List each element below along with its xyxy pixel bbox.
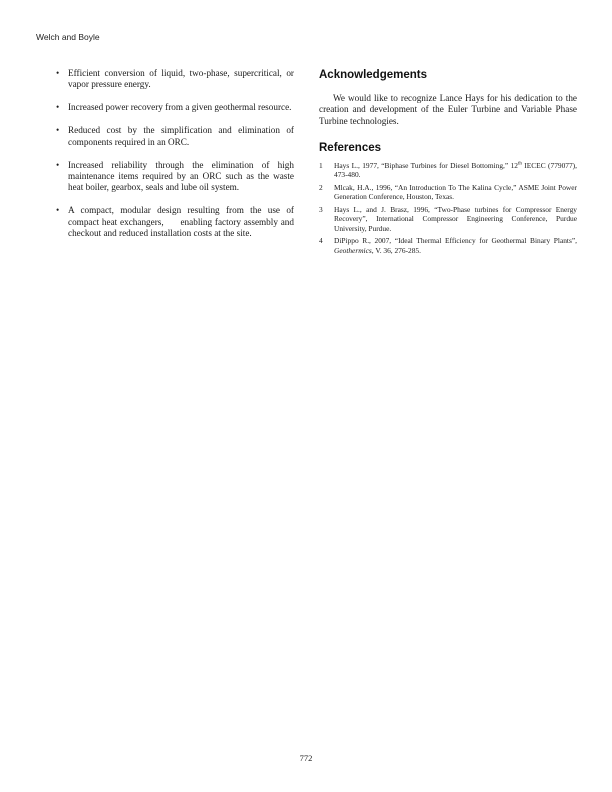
list-item — [54, 160, 294, 194]
left-column — [54, 68, 297, 251]
list-item-text: Increased power recovery from a given geothermal resource. — [68, 102, 292, 113]
bullet-icon: • — [56, 102, 60, 113]
reference-item — [319, 183, 577, 201]
list-item — [54, 125, 294, 148]
reference-item — [319, 236, 577, 254]
acknowledgements-heading: Acknowledgements — [319, 69, 427, 81]
references-heading: References — [319, 142, 382, 155]
reference-number: 2 — [319, 183, 323, 193]
bullet-icon: • — [56, 159, 60, 170]
acknowledgements-body: We would like to recognize Lance Hays for his dedication to the creation and development of the Euler Turbine and Variable Phase Turbine technologies. — [319, 93, 577, 126]
page-number: 772 — [299, 753, 313, 763]
reference-item — [319, 161, 577, 179]
reference-text-tail: , V. 36, 276-285. — [371, 245, 421, 255]
reference-superscript: th — [517, 161, 522, 167]
list-item-text: A compact, modular design resulting from the use of compact heat exchangers, enabling factory assembly and checkout and reduced installation costs at the site. — [68, 205, 297, 239]
list-item-text: Reduced cost by the simplification and elimination of components required in an ORC. — [68, 125, 294, 147]
reference-text: Hays L., and J. Brasz, 1996, “Two-Phase turbines for Compressor Energy Recovery”, International Compressor Engineering Conference, Purdue University, Purdue. — [334, 205, 577, 233]
reference-text-tail: IECEC (779077), 473-480. — [334, 161, 577, 180]
bullet-icon: • — [56, 68, 60, 78]
list-item — [54, 205, 297, 239]
reference-number: 1 — [319, 161, 323, 171]
reference-text: DiPippo R., 2007, “Ideal Thermal Efficiency for Geothermal Binary Plants”, — [334, 236, 577, 246]
reference-journal: Geothermics — [334, 245, 372, 255]
reference-number: 3 — [319, 205, 323, 215]
reference-number: 4 — [319, 236, 323, 246]
right-column — [319, 68, 577, 258]
benefits-list — [54, 68, 297, 239]
reference-item — [319, 205, 577, 233]
list-item-text: Increased reliability through the elimination of high maintenance items required by an ORC such as the waste heat boiler, gearbox, seals and lube oil system. — [68, 159, 294, 193]
running-head: Welch and Boyle — [36, 32, 100, 42]
list-item — [54, 68, 294, 91]
bullet-icon: • — [56, 205, 60, 216]
list-item-text: Efficient conversion of liquid, two-phase, supercritical, or vapor pressure energy. — [68, 68, 294, 90]
references-list — [319, 161, 577, 255]
bullet-icon: • — [56, 125, 60, 136]
list-item — [54, 102, 294, 113]
reference-text: Mlcak, H.A., 1996, “An Introduction To The Kalina Cycle,” ASME Joint Power Generation Conference, Houston, Texas. — [334, 183, 577, 202]
reference-text: Hays L., 1977, “Biphase Turbines for Diesel Bottoming,” 12 — [334, 161, 518, 171]
